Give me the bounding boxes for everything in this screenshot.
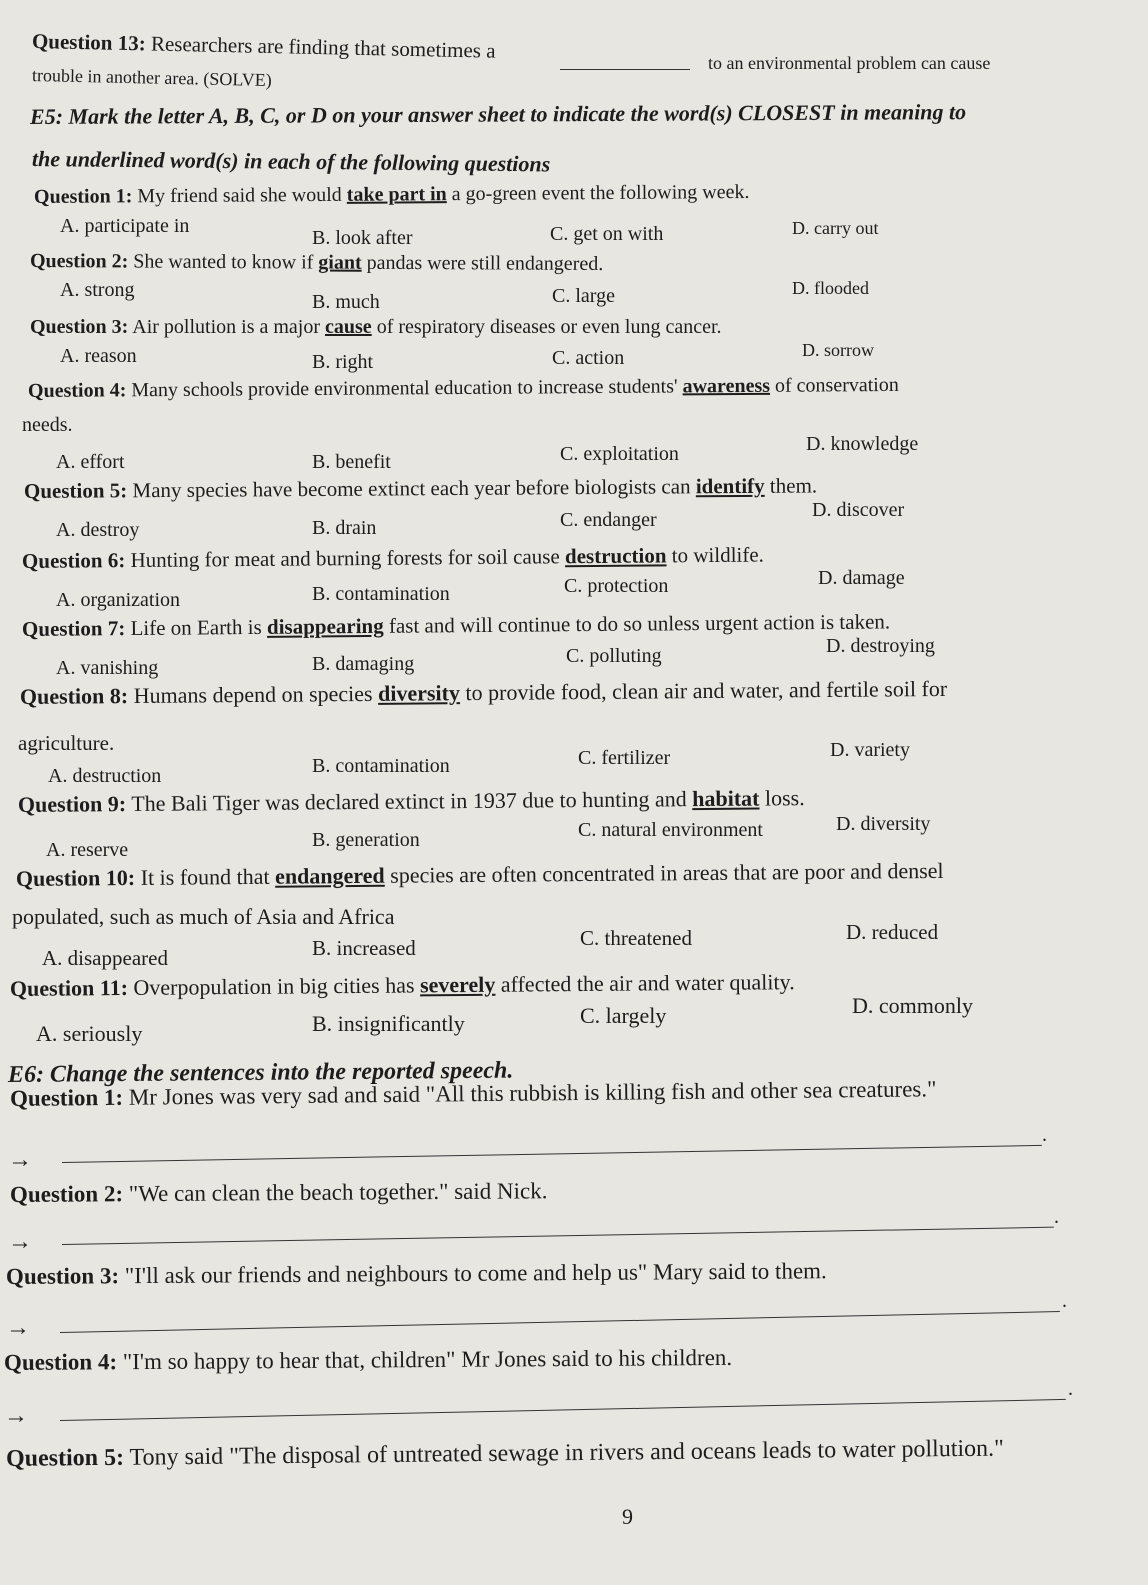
q13-line1 (32, 28, 496, 64)
e5-q8-post: to provide food, clean air and water, and fertile soil for (465, 675, 948, 706)
e5-q10 (16, 858, 944, 892)
e5-q1-label: Question 1: (33, 185, 133, 208)
e6-q4-arrow-icon: → (4, 1403, 28, 1429)
e5-q5-option-b[interactable]: B. drain (312, 517, 377, 539)
e5-q9-option-d[interactable]: D. diversity (836, 813, 931, 835)
e5-q2-post: pandas were still endangered. (366, 251, 604, 276)
e5-q4-option-b[interactable]: B. benefit (312, 451, 391, 473)
e6-q1-answer-line[interactable] (62, 1145, 1042, 1163)
e5-q9-post: loss. (764, 785, 805, 811)
e5-q6 (22, 542, 764, 574)
e5-q8-option-c[interactable]: C. fertilizer (578, 747, 671, 769)
e5-q10-option-a[interactable]: A. disappeared (42, 946, 168, 970)
e6-q2-label: Question 2: (9, 1181, 124, 1207)
e5-q8-label: Question 8: (19, 683, 129, 709)
e5-q3-option-d[interactable]: D. sorrow (802, 340, 874, 360)
e5-q5-underlined: identify (695, 473, 765, 499)
e5-q7-label: Question 7: (21, 616, 126, 641)
e5-q1-underlined: take part in (346, 183, 447, 206)
e5-q5-pre: Many species have become extinct each year before biologists can (132, 474, 691, 503)
e5-q6-option-d[interactable]: D. damage (818, 567, 905, 589)
e6-q3-period: . (1062, 1290, 1067, 1312)
e5-q9-option-a[interactable]: A. reserve (46, 839, 129, 861)
e5-q1 (34, 179, 750, 210)
e5-q9-underlined: habitat (692, 785, 760, 812)
e5-q9-option-c[interactable]: C. natural environment (578, 819, 763, 841)
e6-q2-arrow-icon: → (8, 1229, 32, 1255)
e5-q1-option-a[interactable]: A. participate in (60, 215, 190, 237)
e5-q10-post2: populated, such as much of Asia and Africa (12, 904, 395, 929)
e5-q7-post: fast and will continue to do so unless urgent action is taken. (388, 609, 891, 638)
e5-q7-option-d[interactable]: D. destroying (826, 635, 935, 657)
e5-q3-option-b[interactable]: B. right (312, 351, 374, 373)
e6-q2-text: "We can clean the beach together." said Nick. (128, 1178, 548, 1207)
e5-q5-label: Question 5: (23, 478, 128, 503)
e5-q4-underlined: awareness (682, 374, 771, 398)
e5-q8 (20, 676, 947, 710)
e5-q3-label: Question 3: (30, 316, 129, 338)
e6-q3 (6, 1256, 827, 1292)
e5-q2-label: Question 2: (29, 250, 129, 273)
e6-q1-text: Mr Jones was very sad and said "All this rubbish is killing fish and other sea creatures." (128, 1076, 937, 1110)
e5-q2-option-b[interactable]: B. much (312, 291, 380, 313)
e5-q4-option-a[interactable]: A. effort (56, 451, 125, 473)
e5-q9-option-b[interactable]: B. generation (312, 829, 420, 851)
e5-q3 (30, 314, 722, 340)
e5-q6-pre: Hunting for meat and burning forests for soil cause (130, 544, 560, 573)
e5-q7-option-c[interactable]: C. polluting (566, 645, 662, 667)
e6-q1-label: Question 1: (9, 1084, 124, 1111)
e5-q8-pre: Humans depend on species (133, 680, 373, 709)
q13-label: Question 13: (31, 29, 146, 56)
e6-q1-arrow-icon: → (8, 1147, 32, 1173)
q13-text-c: trouble in another area. (SOLVE) (31, 65, 272, 91)
e5-title-2: the underlined word(s) in each of the following questions (31, 146, 551, 177)
e5-q5-option-a[interactable]: A. destroy (56, 519, 140, 541)
e5-q2-option-d[interactable]: D. flooded (792, 278, 869, 298)
e5-title: E5: Mark the letter A, B, C, or D on your answer sheet to indicate the word(s) CLOSEST in meaning to (29, 99, 967, 129)
e5-q4-option-c[interactable]: C. exploitation (560, 443, 679, 465)
e5-q3-option-c[interactable]: C. action (552, 347, 625, 369)
e5-q11-option-b[interactable]: B. insignificantly (312, 1011, 465, 1036)
e6-q2 (10, 1176, 548, 1210)
e5-q10-option-c[interactable]: C. threatened (580, 926, 692, 950)
e5-q3-option-a[interactable]: A. reason (60, 345, 137, 367)
e5-q4-option-d[interactable]: D. knowledge (806, 433, 919, 455)
e5-q7-option-a[interactable]: A. vanishing (56, 657, 159, 679)
e5-q11-option-a[interactable]: A. seriously (36, 1021, 143, 1046)
e5-q4-post2: needs. (22, 414, 73, 436)
e5-q8-option-d[interactable]: D. variety (830, 739, 910, 761)
e5-q5 (24, 472, 817, 504)
e6-q5-label: Question 5: (5, 1444, 125, 1472)
e5-q4-label: Question 4: (27, 379, 127, 402)
e5-q3-pre: Air pollution is a major (132, 316, 321, 338)
e5-q4-post: of conservation (774, 373, 899, 397)
e6-q5 (6, 1434, 1004, 1474)
e6-q2-period: . (1054, 1206, 1059, 1228)
e5-q11-label: Question 11: (9, 974, 129, 1001)
e5-q8-option-b[interactable]: B. contamination (312, 755, 450, 777)
e5-q10-underlined: endangered (275, 862, 385, 889)
e5-q6-underlined: destruction (564, 543, 667, 569)
e5-q7-pre: Life on Earth is (130, 614, 262, 641)
e5-q1-option-b[interactable]: B. look after (312, 227, 413, 249)
e6-title: E6: Change the sentences into the reported speech. (7, 1057, 514, 1088)
e5-q10-option-d[interactable]: D. reduced (846, 920, 939, 944)
e5-q2-option-a[interactable]: A. strong (60, 279, 135, 301)
e5-q1-option-d[interactable]: D. carry out (792, 218, 879, 238)
e5-q3-post: of respiratory diseases or even lung cancer. (376, 316, 722, 338)
e5-q9 (18, 785, 805, 818)
page-number: 9 (622, 1504, 633, 1529)
e5-q3-underlined: cause (325, 316, 372, 338)
e5-q11-option-c[interactable]: C. largely (580, 1003, 667, 1028)
e6-q4-label: Question 4: (3, 1349, 118, 1375)
e5-q2-pre: She wanted to know if (133, 250, 314, 274)
e5-q8-underlined: diversity (377, 680, 461, 706)
e5-q11-post: affected the air and water quality. (500, 969, 795, 997)
e5-q5-option-d[interactable]: D. discover (812, 499, 905, 521)
e5-q8-post2: agriculture. (18, 731, 115, 755)
e5-q6-option-c[interactable]: C. protection (564, 575, 669, 597)
e6-q4-period: . (1068, 1378, 1073, 1400)
e5-q10-label: Question 10: (15, 864, 136, 891)
q13-text-b: to an environmental problem can cause (708, 53, 991, 73)
e5-q2-option-c[interactable]: C. large (552, 285, 615, 307)
e5-q4-pre: Many schools provide environmental education to increase students' (131, 375, 678, 402)
e5-q6-label: Question 6: (21, 548, 126, 573)
e5-q7 (22, 608, 890, 642)
e5-q1-option-c[interactable]: C. get on with (550, 223, 664, 245)
e5-q1-pre: My friend said she would (137, 183, 342, 208)
e6-q5-text: Tony said "The disposal of untreated sewage in rivers and oceans leads to water pollution." (129, 1435, 1005, 1471)
e6-q3-text: "I'll ask our friends and neighbours to come and help us" Mary said to them. (124, 1258, 827, 1289)
e5-q2-underlined: giant (318, 251, 362, 274)
e6-q3-label: Question 3: (5, 1263, 120, 1289)
e5-q4 (28, 372, 899, 404)
e6-q1-period: . (1042, 1124, 1047, 1146)
e5-q8-option-a[interactable]: A. destruction (48, 765, 162, 787)
e5-q6-option-b[interactable]: B. contamination (312, 583, 450, 605)
e5-q1-post: a go-green event the following week. (451, 181, 750, 206)
e5-q10-option-b[interactable]: B. increased (312, 936, 416, 960)
e5-q10-post: species are often concentrated in areas that are poor and densel (390, 857, 944, 888)
e5-q10-pre: It is found that (140, 863, 270, 890)
e6-q3-answer-line[interactable] (60, 1311, 1060, 1333)
e5-q11-option-d[interactable]: D. commonly (852, 993, 973, 1018)
e6-q3-arrow-icon: → (6, 1315, 30, 1341)
q13-blank[interactable] (560, 52, 690, 70)
e5-q9-pre: The Bali Tiger was declared extinct in 1937 due to hunting and (131, 786, 687, 817)
e6-q2-answer-line[interactable] (62, 1227, 1054, 1245)
e5-q2 (30, 248, 603, 277)
e6-q4 (4, 1343, 732, 1378)
e5-q11-underlined: severely (419, 971, 496, 998)
e5-q7-option-b[interactable]: B. damaging (312, 653, 415, 675)
e5-q9-label: Question 9: (17, 791, 127, 817)
e5-q7-underlined: disappearing (266, 613, 384, 639)
q13-text-a: Researchers are finding that sometimes a (150, 31, 496, 63)
e5-q6-option-a[interactable]: A. organization (56, 589, 181, 611)
e5-q5-post: them. (769, 473, 818, 498)
e5-q6-post: to wildlife. (671, 542, 764, 568)
e6-q4-text: "I'm so happy to hear that, children" Mr Jones said to his children. (122, 1344, 733, 1375)
e6-q4-answer-line[interactable] (60, 1399, 1066, 1421)
e5-q11-pre: Overpopulation in big cities has (133, 972, 415, 1000)
e5-q5-option-c[interactable]: C. endanger (560, 509, 657, 531)
e5-q11 (10, 969, 795, 1002)
